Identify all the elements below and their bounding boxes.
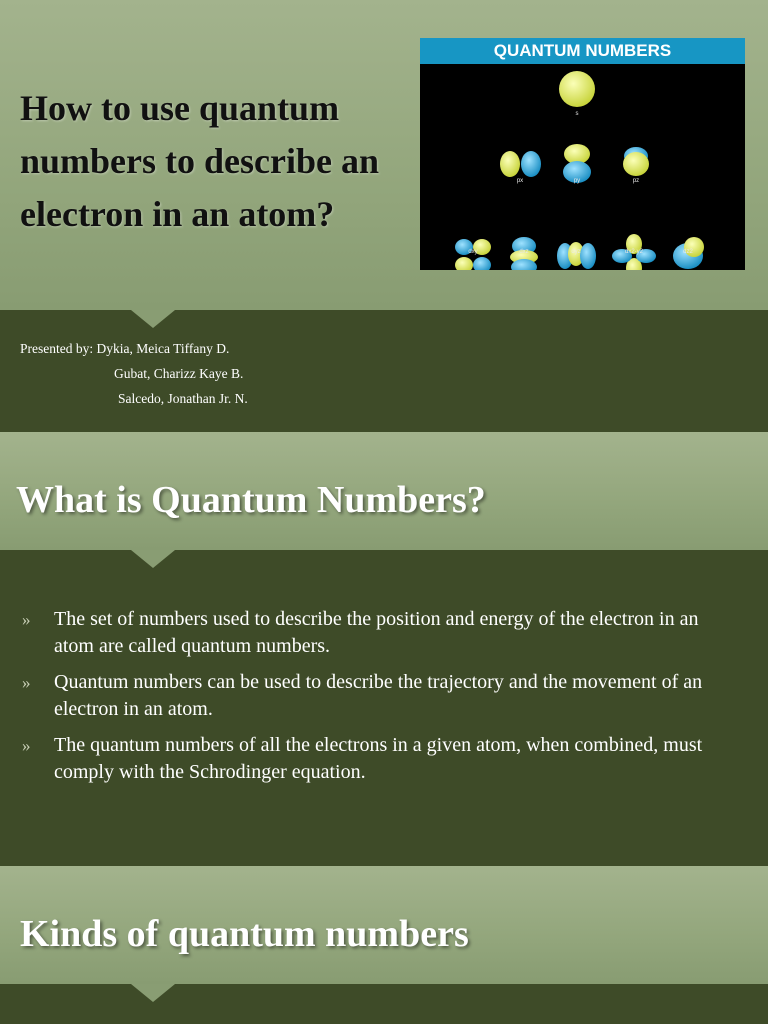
- label-dyz: dyz: [571, 249, 581, 255]
- bullet-marker: »: [22, 736, 31, 755]
- s-orbital: [559, 71, 595, 107]
- label-dz2: dz2: [683, 249, 693, 255]
- bullet-item: [22, 669, 742, 723]
- slide-3-notch: [131, 984, 175, 1002]
- bullet-marker: »: [22, 673, 31, 692]
- presenter-line-1: Presented by: Dykia, Meica Tiffany D.: [20, 341, 230, 356]
- bullet-item: [22, 606, 742, 660]
- pz-orbital: [623, 147, 649, 176]
- dyz-orbital: [557, 242, 596, 269]
- presenter-line-3: Salcedo, Jonathan Jr. N.: [118, 391, 248, 406]
- px-orbital: [500, 151, 541, 177]
- slide-2: [0, 432, 768, 866]
- slide-1-notch: [131, 310, 175, 328]
- slide-3-body: [0, 984, 768, 1024]
- slide-2-title: What is Quantum Numbers?: [16, 479, 486, 521]
- slide-3: [0, 866, 768, 1024]
- bullet-item: [22, 732, 742, 786]
- presenter-line-2: Gubat, Charizz Kaye B.: [114, 366, 244, 381]
- label-dxy: dxy: [468, 249, 478, 255]
- slide-1: [0, 0, 768, 432]
- label-dxz: dxz: [519, 249, 529, 255]
- label-px: px: [516, 178, 524, 184]
- bullet-text: The set of numbers used to describe the position and energy of the electron in an atom are called quantum numbers.: [54, 608, 699, 657]
- label-pz: pz: [632, 178, 640, 184]
- label-py: py: [573, 178, 581, 184]
- orbital-diagram: [420, 64, 745, 270]
- bullet-text: The quantum numbers of all the electrons in a given atom, when combined, must comply with the Schrodinger equation.: [54, 734, 703, 783]
- slide-3-title: Kinds of quantum numbers: [20, 913, 469, 955]
- image-header: QUANTUM NUMBERS: [420, 38, 745, 64]
- quantum-numbers-image: [420, 38, 745, 270]
- label-s: s: [575, 111, 579, 117]
- bullet-marker: »: [22, 610, 31, 629]
- slide-2-notch: [131, 550, 175, 568]
- label-dx2-y2: dx2-y2: [624, 249, 643, 255]
- bullet-text: Quantum numbers can be used to describe the trajectory and the movement of an electron in an atom.: [54, 671, 703, 720]
- slide-1-title: How to use quantum numbers to describe an electron in an atom?: [20, 88, 379, 234]
- bullet-list: [22, 606, 742, 795]
